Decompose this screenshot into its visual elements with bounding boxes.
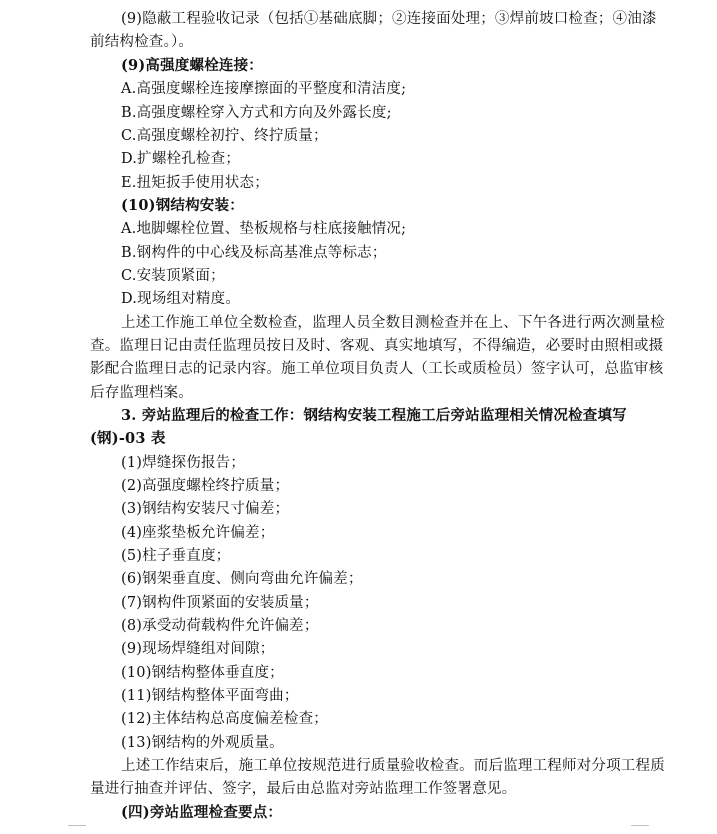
paragraph-line: 上述工作施工单位全数检查，监理人员全数目测检查并在上、下午各进行两次测量检 [121, 315, 665, 331]
list-item: (2)高强度螺栓终拧质量； [121, 478, 290, 494]
section-heading: 3. 旁站监理后的检查工作：钢结构安装工程施工后旁站监理相关情况检查填写 [121, 407, 627, 424]
list-item: (3)钢结构安装尺寸偏差； [121, 501, 290, 517]
list-item: (4)座浆垫板允许偏差； [121, 525, 275, 541]
section-heading: (10)钢结构安装： [121, 197, 244, 214]
paragraph-line: 量进行抽查并评估、签字，最后由总监对旁站监理工作签署意见。 [90, 781, 517, 797]
list-item: D.扩螺栓孔检查； [121, 151, 241, 167]
paragraph-line: 影配合监理日志的记录内容。施工单位项目负责人（工长或质检员）签字认可，总监审核 [90, 361, 664, 377]
list-item: (1)焊缝探伤报告； [121, 455, 246, 471]
list-item: (13)钢结构的外观质量。 [121, 735, 284, 751]
section-heading: (四)旁站监理检查要点： [121, 804, 283, 821]
list-item: (10)钢结构整体垂直度； [121, 665, 284, 681]
list-item: (11)钢结构整体平面弯曲； [121, 688, 299, 704]
list-item: C.高强度螺栓初拧、终拧质量； [121, 128, 328, 144]
list-item: (6)钢架垂直度、侧向弯曲允许偏差； [121, 571, 363, 587]
page-corner-mark [631, 825, 649, 834]
page-corner-mark [68, 825, 86, 834]
list-item: (12)主体结构总高度偏差检查； [121, 711, 328, 727]
list-item: C.安装顶紧面； [121, 268, 225, 284]
paragraph-line: 上述工作结束后，施工单位按规范进行质量验收检查。而后监理工程师对分项工程质 [121, 758, 665, 774]
list-item: (9)现场焊缝组对间隙； [121, 641, 275, 657]
list-item: B.钢构件的中心线及标高基准点等标志； [121, 245, 387, 261]
list-item: D.现场组对精度。 [121, 291, 241, 307]
paragraph-line: 后存监理档案。 [90, 385, 193, 401]
section-heading: (9)高强度螺栓连接： [121, 57, 264, 74]
text-line: (9)隐蔽工程验收记录（包括①基础底脚；②连接面处理；③焊前坡口检查；④油漆 [121, 11, 657, 27]
list-item: (7)钢构件顶紧面的安装质量； [121, 595, 319, 611]
list-item: B.高强度螺栓穿入方式和方向及外露长度; [121, 105, 392, 121]
list-item: A.高强度螺栓连接摩擦面的平整度和清洁度; [121, 81, 407, 97]
list-item: A.地脚螺栓位置、垫板规格与柱底接触情况; [121, 221, 407, 237]
paragraph-line: 查。监理日记由责任监理员按日及时、客观、真实地填写，不得编造，必要时由照相或摄 [90, 338, 664, 354]
section-heading-cont: (钢)-03 表 [90, 430, 166, 447]
list-item: (5)柱子垂直度； [121, 548, 231, 564]
text-line: 前结构检查。）。 [90, 34, 194, 50]
list-item: E.扭矩扳手使用状态； [121, 175, 269, 191]
list-item: (8)承受动荷载构件允许偏差； [121, 618, 319, 634]
